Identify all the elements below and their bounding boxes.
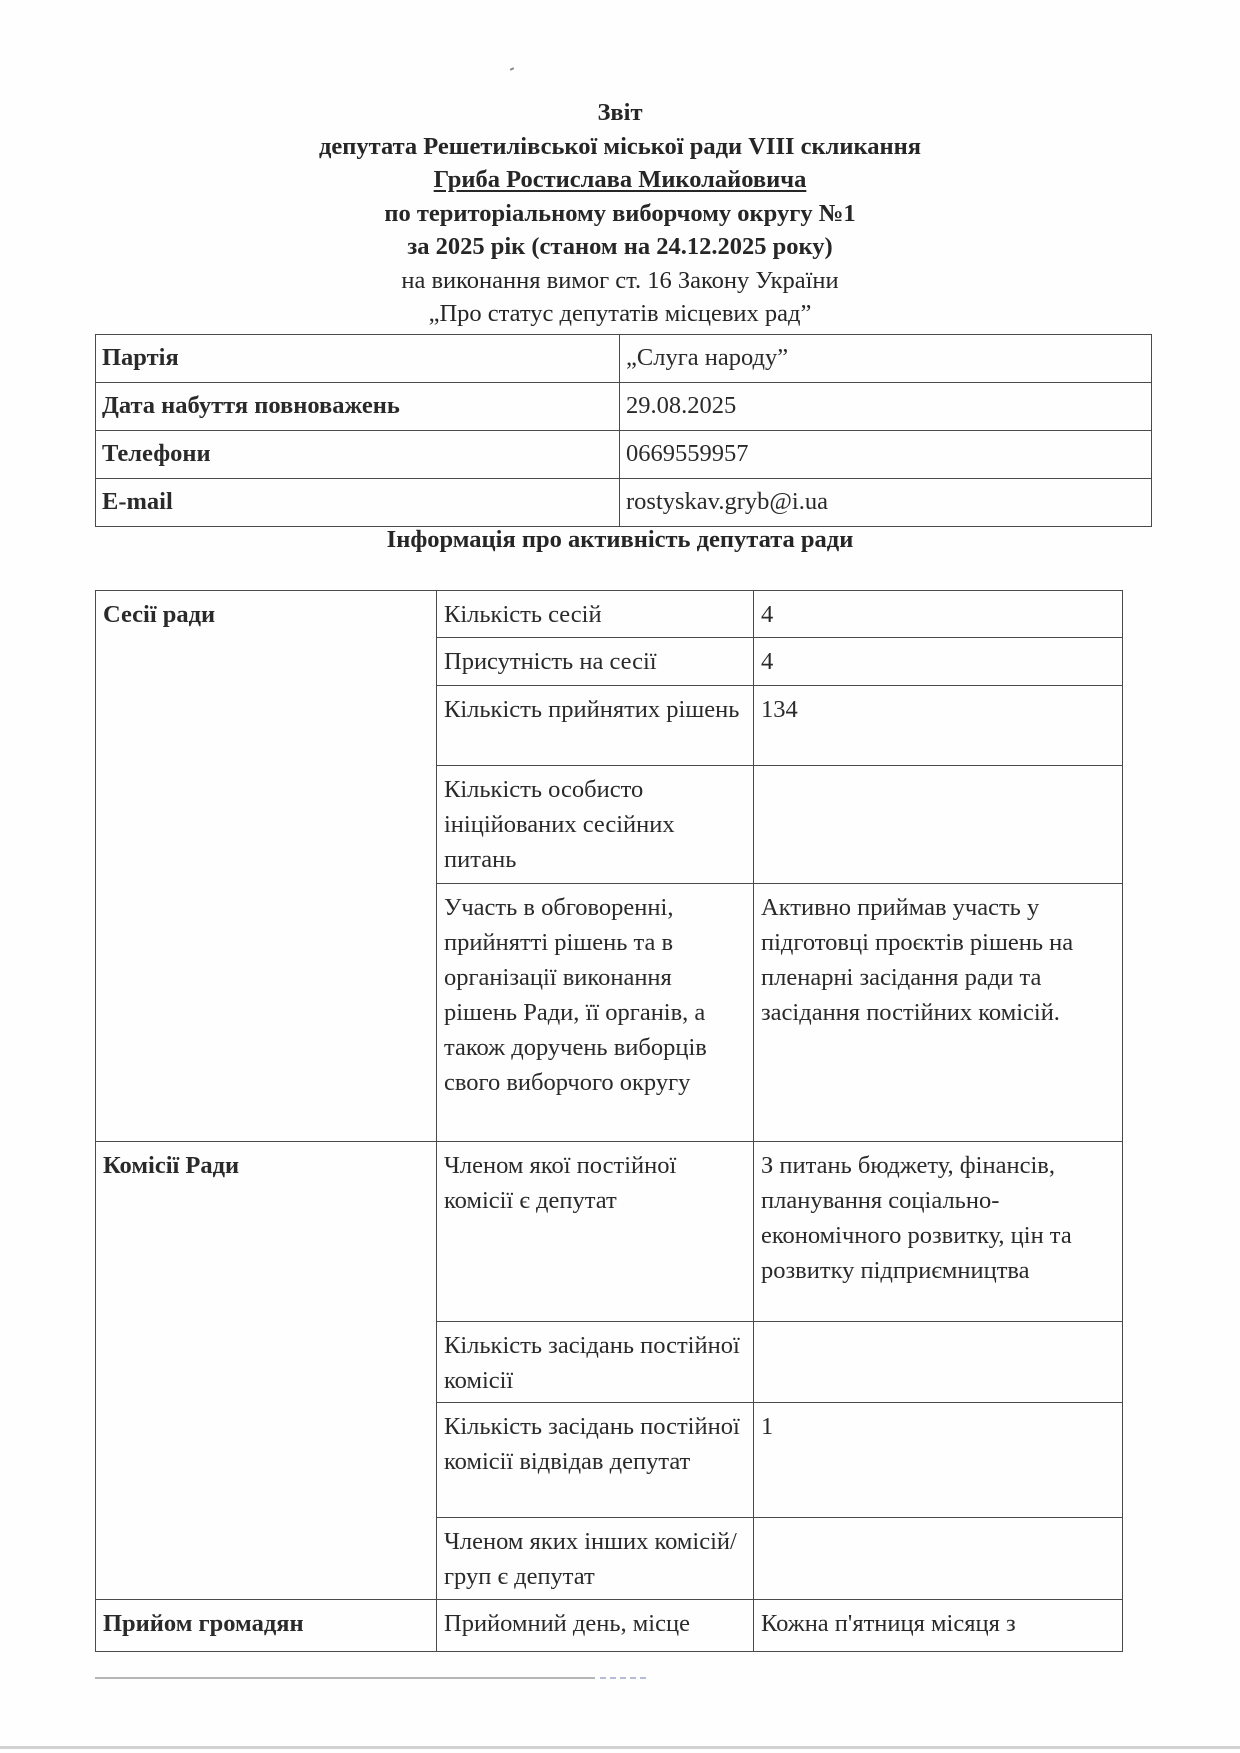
table-row <box>96 591 1123 638</box>
row-value: 1 <box>754 1403 1123 1518</box>
email-value: rostyskav.gryb@i.ua <box>620 479 1152 527</box>
table-row <box>96 335 1152 383</box>
table-row <box>96 431 1152 479</box>
report-title: Звіт <box>597 99 643 126</box>
row-value: 4 <box>754 638 1123 686</box>
report-header <box>0 96 1240 331</box>
row-value: З питань бюджету, фінансів, планування соціально-економічного розвитку, цін та розвитку підприємництва <box>754 1142 1123 1322</box>
row-value: Кожна п'ятниця місяця з <box>754 1600 1123 1652</box>
report-subtitle: депутата Решетилівської міської ради VIII скликання <box>319 132 921 160</box>
row-label: Членом яких інших комісій/груп є депутат <box>437 1518 754 1600</box>
district-line: по територіальному виборчому округу №1 <box>384 199 856 227</box>
scan-artifact <box>510 67 514 71</box>
row-label: Членом якої постійної комісії є депутат <box>437 1142 754 1322</box>
scan-artifact-dots <box>600 1677 650 1679</box>
row-label: Присутність на сесії <box>437 638 754 686</box>
phone-label: Телефони <box>96 431 620 479</box>
table-row <box>96 479 1152 527</box>
group-commissions: Комісії Ради <box>96 1142 437 1600</box>
row-value: Активно приймав участь у підготовці проєктів рішень на пленарні засідання ради та засідання постійних комісій. <box>754 884 1123 1142</box>
phone-value: 0669559957 <box>620 431 1152 479</box>
row-label: Участь в обговоренні, прийнятті рішень та в організації виконання рішень Ради, її органів, а також доручень виборців свого виборчого округу <box>437 884 754 1142</box>
row-label: Кількість прийнятих рішень <box>437 686 754 766</box>
party-label: Партія <box>96 335 620 383</box>
row-label: Кількість сесій <box>437 591 754 638</box>
group-sessions: Сесії ради <box>96 591 437 1142</box>
row-value: 4 <box>754 591 1123 638</box>
group-citizen-reception: Прийом громадян <box>96 1600 437 1652</box>
table-row <box>96 1600 1123 1652</box>
row-value <box>754 766 1123 884</box>
row-value <box>754 1518 1123 1600</box>
table-row <box>96 383 1152 431</box>
deputy-name: Гриба Ростислава Миколайовича <box>433 166 807 193</box>
row-value <box>754 1322 1123 1403</box>
row-label: Кількість засідань постійної комісії <box>437 1322 754 1403</box>
activity-table <box>95 590 1123 1652</box>
row-label: Кількість особисто ініційованих сесійних питань <box>437 766 754 884</box>
deputy-info-table <box>95 334 1152 527</box>
mandate-date-label: Дата набуття повноважень <box>96 383 620 431</box>
email-label: E-mail <box>96 479 620 527</box>
table-row <box>96 1142 1123 1322</box>
law-reference-line: на виконання вимог ст. 16 Закону України <box>401 266 839 294</box>
row-label: Прийомний день, місце <box>437 1600 754 1652</box>
law-title-line: „Про статус депутатів місцевих рад” <box>428 300 812 327</box>
party-value: „Слуга народу” <box>620 335 1152 383</box>
page-edge <box>0 1746 1240 1749</box>
mandate-date-value: 29.08.2025 <box>620 383 1152 431</box>
footnote-rule <box>95 1677 595 1679</box>
row-label: Кількість засідань постійної комісії відвідав депутат <box>437 1403 754 1518</box>
activity-section-title: Інформація про активність депутата ради <box>386 526 854 553</box>
period-line: за 2025 рік (станом на 24.12.2025 року) <box>407 233 833 260</box>
row-value: 134 <box>754 686 1123 766</box>
